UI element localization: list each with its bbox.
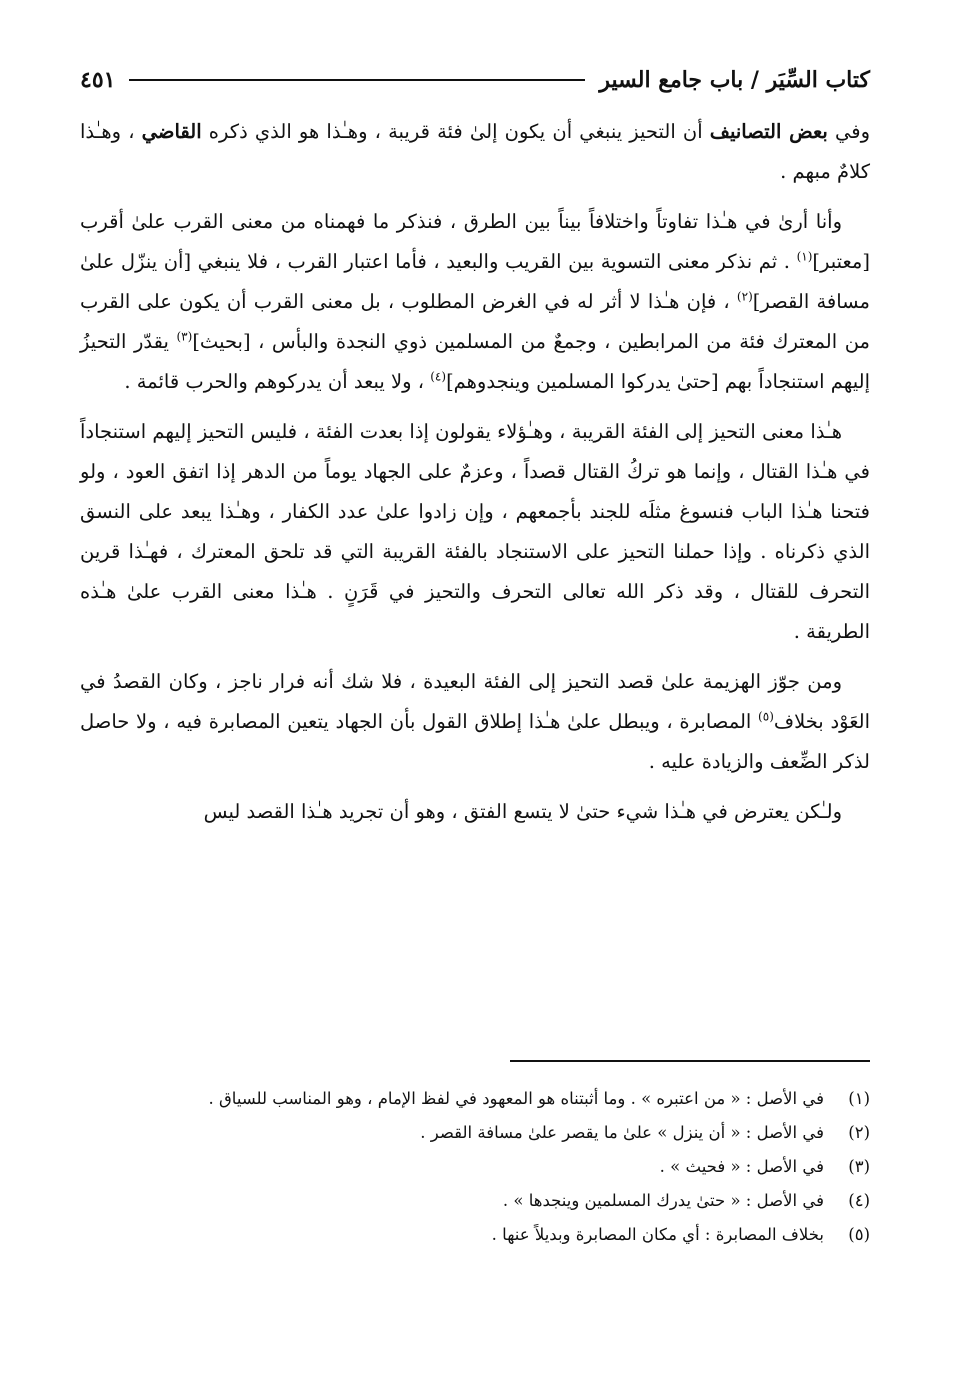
footnote-ref-3[interactable]: (٣) — [176, 329, 193, 344]
footnote-text: بخلاف المصابرة : أي مكان المصابرة وبديلاً عنها . — [491, 1225, 824, 1244]
page-number: ٤٥١ — [80, 67, 116, 93]
footnote-5 — [80, 1218, 870, 1252]
main-text — [80, 112, 870, 842]
paragraph-1-part-e: ، وهـٰذا كلامٌ مبهم . — [80, 120, 870, 183]
footnote-ref-5[interactable]: (٥) — [758, 709, 774, 724]
paragraph-1-part-c: أن التحيز ينبغي أن يكون إلىٰ فئة قريبة ، وهـٰذا هو الذي ذكره — [201, 120, 710, 143]
footnote-number: (٤) — [848, 1191, 870, 1210]
paragraph-5: ولـٰكن يعترض في هـٰذا شيء حتىٰ لا يتسع الفتق ، وهو أن تجريد هـٰذا القصد ليس — [203, 800, 842, 823]
footnote-separator — [510, 1060, 870, 1062]
footnote-text: في الأصل : « حتىٰ يدرك المسلمين وينجدها » . — [502, 1191, 824, 1210]
footnote-number: (٢) — [848, 1123, 870, 1142]
footnote-2 — [80, 1116, 870, 1150]
footnote-3 — [80, 1150, 870, 1184]
footnote-number: (٣) — [848, 1157, 870, 1176]
footnote-ref-4[interactable]: (٤) — [430, 369, 447, 384]
footnote-text: في الأصل : « أن ينزل » علىٰ ما يقصر علىٰ مسافة القصر . — [420, 1123, 824, 1142]
paragraph-2-part-d: يقدّر التحيزُ إليهم استنجاداً بهم [حتىٰ يدركوا المسلمين وينجدوهم] — [80, 330, 870, 393]
paragraph-2-part-e: ، ولا يبعد أن يدركوهم والحرب قائمة . — [124, 370, 431, 393]
footnote-1 — [80, 1082, 870, 1116]
paragraph-4-part-a: ومن جوّز الهزيمة علىٰ قصد التحيز إلى الفئة البعيدة ، فلا شك أنه فرار ناجز ، وكان القصدُ في العَوْد بخلاف — [80, 670, 870, 733]
footnote-number: (١) — [848, 1089, 870, 1108]
footnote-text: في الأصل : « فحيث » . — [659, 1157, 824, 1176]
paragraph-4 — [80, 662, 870, 782]
running-title: كتاب السِّيَر / باب جامع السير — [599, 67, 870, 93]
paragraph-2-part-c: ، فإن هـٰذا لا أثر له في الغرض المطلوب ، بل معنى القرب أن يكون على القرب من المعترك فئة من المرابطين ، وجمعٌ من المسلمين ذوي النجدة والبأس ، [بحيث] — [80, 290, 870, 353]
footnote-number: (٥) — [848, 1225, 870, 1244]
footnotes — [80, 1082, 870, 1252]
paragraph-2-part-b: . ثم نذكر معنى التسوية بين القريب والبعيد ، فأما اعتبار القرب ، فلا ينبغي [أن ينزّل علىٰ مسافة القصر] — [80, 250, 870, 313]
page-header — [80, 58, 870, 102]
header-rule — [129, 79, 585, 81]
footnote-4 — [80, 1184, 870, 1218]
footnote-ref-1[interactable]: (١) — [796, 249, 813, 264]
paragraph-1-part-a: وفي — [827, 120, 871, 143]
paragraph-1-bold-source: بعض التصانيف — [709, 120, 828, 143]
footnote-ref-2[interactable]: (٢) — [736, 289, 753, 304]
paragraph-2-part-a: وأنا أرىٰ في هـٰذا تفاوتاً واختلافاً بيناً بين الطرق ، فنذكر ما فهمناه من معنى القرب علىٰ أقرب [معتبر] — [80, 210, 870, 273]
paragraph-2 — [80, 202, 870, 402]
paragraph-3: هـٰذا معنى التحيز إلى الفئة القريبة ، وهـٰؤلاء يقولون إذا بعدت الفئة ، فليس التحيز إليهم استنجاداً في هـٰذا القتال ، وإنما هو تركُ القتال قصداً ، وعزمٌ على الجهاد يوماً من الدهر إذا اتفق العود ، ولو فتحنا هـٰذا الباب فنسوغ مثلَه للجند بأجمعهم ، وإن زادوا علىٰ عدد الكفار ، وهـٰذا يبعد على النسق الذي ذكرناه . وإذا حملنا التحيز على الاستنجاد بالفئة القريبة التي قد تلحق المعترك ، فهـٰذا قرين التحرف للقتال ، وقد ذكر الله تعالى التحرف والتحيز في قَرَنٍ . هـٰذا معنى القرب علىٰ هـٰذه الطريقة . — [80, 420, 870, 643]
paragraph-1 — [80, 112, 870, 192]
paragraph-4-part-b: المصابرة ، ويبطل علىٰ هـٰذا إطلاق القول بأن الجهاد يتعين المصابرة فيه ، ولا حاصل لذكر الضِّعف والزيادة عليه . — [80, 710, 870, 773]
footnote-text: في الأصل : « من اعتبره » . وما أثبتناه هو المعهود في لفظ الإمام ، وهو المناسب للسياق . — [208, 1089, 824, 1108]
document-page — [80, 40, 870, 1350]
paragraph-1-bold-name: القاضي — [141, 120, 202, 143]
